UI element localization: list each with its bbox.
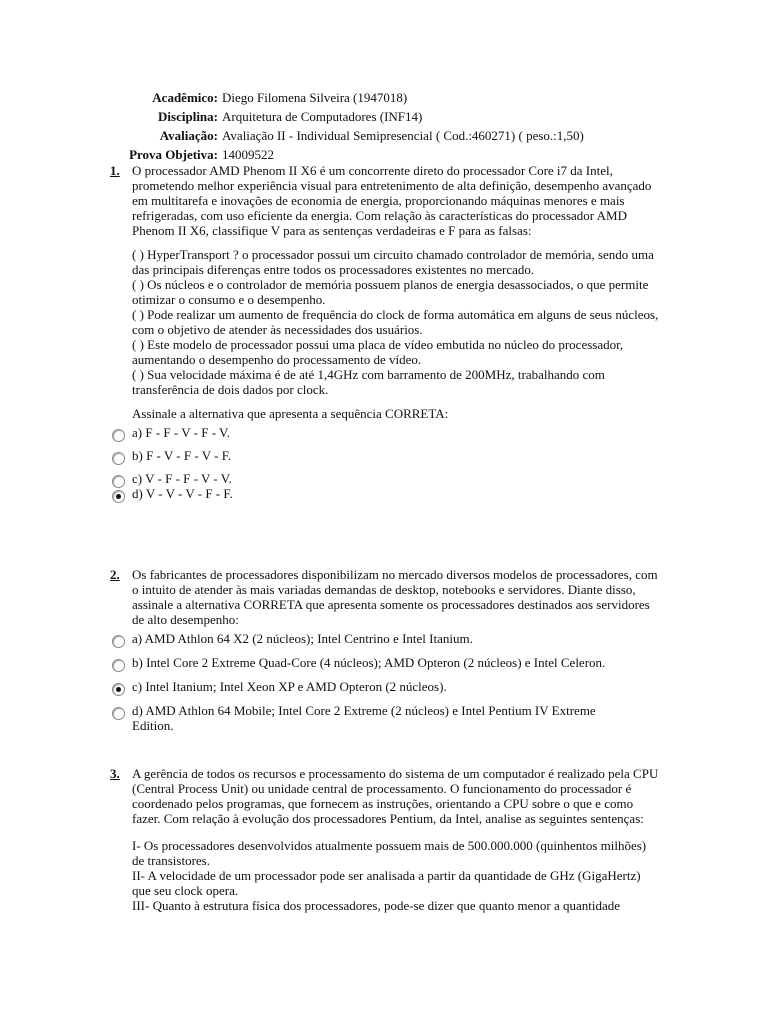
radio-button[interactable]	[112, 490, 125, 503]
option-d[interactable]	[132, 703, 660, 733]
radio-button[interactable]	[112, 707, 125, 720]
option-label: a) AMD Athlon 64 X2 (2 núcleos); Intel Centrino e Intel Itanium.	[132, 631, 473, 646]
option-label: d) AMD Athlon 64 Mobile; Intel Core 2 Extreme (2 núcleos) e Intel Pentium IV Extreme Edition.	[132, 703, 596, 733]
option-label: b) Intel Core 2 Extreme Quad-Core (4 núcleos); AMD Opteron (2 núcleos) e Intel Celeron.	[132, 655, 606, 670]
option-label: c) Intel Itanium; Intel Xeon XP e AMD Opteron (2 núcleos).	[132, 679, 447, 694]
radio-button[interactable]	[112, 452, 125, 465]
disciplina-label: Disciplina:	[158, 109, 218, 124]
avaliacao-label: Avaliação:	[159, 128, 218, 143]
radio-button[interactable]	[112, 635, 125, 648]
option-b[interactable]	[132, 655, 660, 670]
answer-options	[132, 631, 660, 733]
question-text: O processador AMD Phenom II X6 é um concorrente direto do processador Core i7 da Intel, prometendo melhor experiência visual para entretenimento de alta definição, desempenho avançado em multitarefa e inovações de economia de energia, proporcionando máquinas menores e mais refrigeradas, com uso eficiente da energia. Com relação às características do processador AMD Phenom II X6, classifique V para as sentenças verdadeiras e F para as falsas:	[132, 163, 652, 238]
question-body	[132, 567, 660, 733]
statement: III- Quanto à estrutura física dos processadores, pode-se dizer que quanto menor a quantidade	[132, 898, 621, 913]
statement: ( ) HyperTransport ? o processador possui um circuito chamado controlador de memória, sendo uma das principais diferenças entre todos os processadores existentes no mercado.	[132, 247, 654, 277]
option-label: a) F - F - V - F - V.	[132, 425, 231, 440]
statement: ( ) Este modelo de processador possui uma placa de vídeo embutida no núcleo do processador, aumentando o desempenho do processamento de vídeo.	[132, 337, 624, 367]
statement-list	[132, 838, 660, 913]
header-row-disciplina	[110, 107, 710, 126]
statement-list	[132, 247, 660, 397]
option-a[interactable]	[132, 425, 660, 440]
statement: II- A velocidade de um processador pode ser analisada a partir da quantidade de GHz (GigaHertz) que seu clock opera.	[132, 868, 641, 898]
question-body	[132, 766, 660, 913]
option-label: d) V - V - V - F - F.	[132, 486, 233, 501]
option-label: b) F - V - F - V - F.	[132, 448, 232, 463]
prova-value: 14009522	[222, 147, 274, 162]
option-b[interactable]	[132, 448, 660, 463]
question-number: 3.	[110, 766, 120, 781]
avaliacao-value: Avaliação II - Individual Semipresencial ( Cod.:460271) ( peso.:1,50)	[222, 128, 584, 143]
statement: ( ) Pode realizar um aumento de frequência do clock de forma automática em alguns de seus núcleos, com o objetivo de atender às necessidades dos usuários.	[132, 307, 659, 337]
option-d[interactable]	[132, 486, 660, 501]
academico-value: Diego Filomena Silveira (1947018)	[222, 90, 408, 105]
statement: I- Os processadores desenvolvidos atualmente possuem mais de 500.000.000 (quinhentos milhões) de transistores.	[132, 838, 647, 868]
statement: ( ) Os núcleos e o controlador de memória possuem planos de energia desassociados, o que permite otimizar o consumo e o desempenho.	[132, 277, 649, 307]
radio-button[interactable]	[112, 475, 125, 488]
header-row-avaliacao	[110, 126, 710, 145]
exam-header	[110, 88, 710, 164]
header-row-academico	[110, 88, 710, 107]
question-number: 1.	[110, 163, 120, 178]
statement: ( ) Sua velocidade máxima é de até 1,4GHz com barramento de 200MHz, trabalhando com transferência de dois dados por clock.	[132, 367, 605, 397]
prova-label: Prova Objetiva:	[129, 147, 218, 162]
option-c[interactable]	[132, 471, 660, 486]
radio-button[interactable]	[112, 683, 125, 696]
question-text: A gerência de todos os recursos e processamento do sistema de um computador é realizado pela CPU (Central Process Unit) ou unidade central de processamento. O funcionamento do processador é coordenado pelos programas, que fornecem as instruções, orientando a CPU sobre o que e como fazer. Com relação à evolução dos processadores Pentium, da Intel, analise as seguintes sentenças:	[132, 766, 659, 826]
option-c[interactable]	[132, 679, 660, 694]
question-text: Os fabricantes de processadores disponibilizam no mercado diversos modelos de processadores, com o intuito de atender às mais variadas demandas de desktop, notebooks e servidores. Diante disso, assinale a alternativa CORRETA que apresenta somente os processadores destinados aos servidores de alto desempenho:	[132, 567, 658, 627]
question-number: 2.	[110, 567, 120, 582]
academico-label: Acadêmico:	[152, 90, 218, 105]
answer-options	[132, 425, 660, 501]
radio-button[interactable]	[112, 659, 125, 672]
disciplina-value: Arquitetura de Computadores (INF14)	[222, 109, 423, 124]
option-label: c) V - F - F - V - V.	[132, 471, 232, 486]
radio-button[interactable]	[112, 429, 125, 442]
header-row-prova	[110, 145, 710, 164]
question-body	[132, 163, 660, 501]
question-prompt: Assinale a alternativa que apresenta a sequência CORRETA:	[132, 406, 449, 421]
option-a[interactable]	[132, 631, 660, 646]
